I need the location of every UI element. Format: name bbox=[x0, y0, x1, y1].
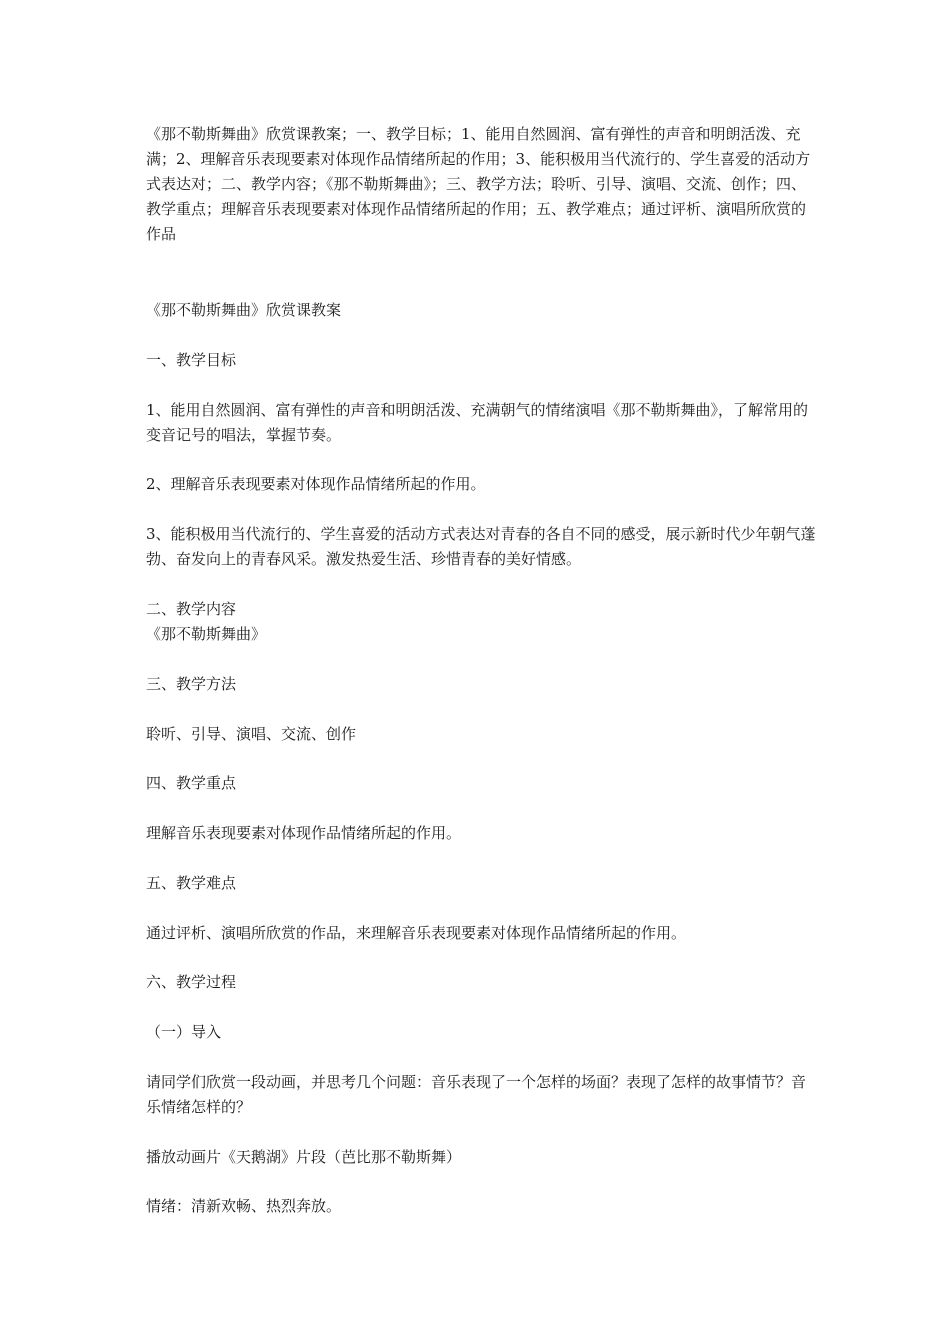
section-heading-key-points: 四、教学重点 bbox=[146, 774, 237, 792]
section-heading-content: 二、教学内容 bbox=[146, 600, 237, 618]
document-title: 《那不勒斯舞曲》欣赏课教案 bbox=[146, 301, 342, 319]
subsection-heading-intro: （一）导入 bbox=[146, 1023, 222, 1041]
section-heading-methods: 三、教学方法 bbox=[146, 675, 237, 693]
document-summary: 《那不勒斯舞曲》欣赏课教案；一、教学目标；1、能用自然圆润、富有弹性的声音和明朗活泼、充满；2、理解音乐表现要素对体现作品情绪所起的作用；3、能积极用当代流行的、学生喜爱的活动方式表达对；二、教学内容；《那不勒斯舞曲》；三、教学方法；聆听、引导、演唱、交流、创作；四、教学重点；理解音乐表现要素对体现作品情绪所起的作用；五、教学难点；通过评析、演唱所欣赏的作品 bbox=[146, 125, 811, 243]
section-heading-difficulties: 五、教学难点 bbox=[146, 874, 237, 892]
goal-item-2: 2、理解音乐表现要素对体现作品情绪所起的作用。 bbox=[146, 475, 486, 493]
intro-question-text: 请同学们欣赏一段动画，并思考几个问题：音乐表现了一个怎样的场面？表现了怎样的故事情节？音乐情绪怎样的？ bbox=[146, 1073, 807, 1116]
section-methods-text: 聆听、引导、演唱、交流、创作 bbox=[146, 725, 357, 743]
goal-item-1: 1、能用自然圆润、富有弹性的声音和明朗活泼、充满朝气的情绪演唱《那不勒斯舞曲》，了解常用的变音记号的唱法，掌握节奏。 bbox=[146, 401, 809, 444]
section-key-points-text: 理解音乐表现要素对体现作品情绪所起的作用。 bbox=[146, 824, 462, 842]
emotion-text: 情绪：清新欢畅、热烈奔放。 bbox=[146, 1197, 342, 1215]
section-heading-process: 六、教学过程 bbox=[146, 973, 237, 991]
play-note-text: 播放动画片《天鹅湖》片段（芭比那不勒斯舞） bbox=[146, 1148, 462, 1166]
goal-item-3: 3、能积极用当代流行的、学生喜爱的活动方式表达对青春的各自不同的感受，展示新时代少年朝气蓬勃、奋发向上的青春风采。激发热爱生活、珍惜青春的美好情感。 bbox=[146, 525, 816, 568]
section-content-text: 《那不勒斯舞曲》 bbox=[146, 625, 267, 643]
section-heading-goals: 一、教学目标 bbox=[146, 351, 237, 369]
section-difficulties-text: 通过评析、演唱所欣赏的作品，来理解音乐表现要素对体现作品情绪所起的作用。 bbox=[146, 924, 687, 942]
